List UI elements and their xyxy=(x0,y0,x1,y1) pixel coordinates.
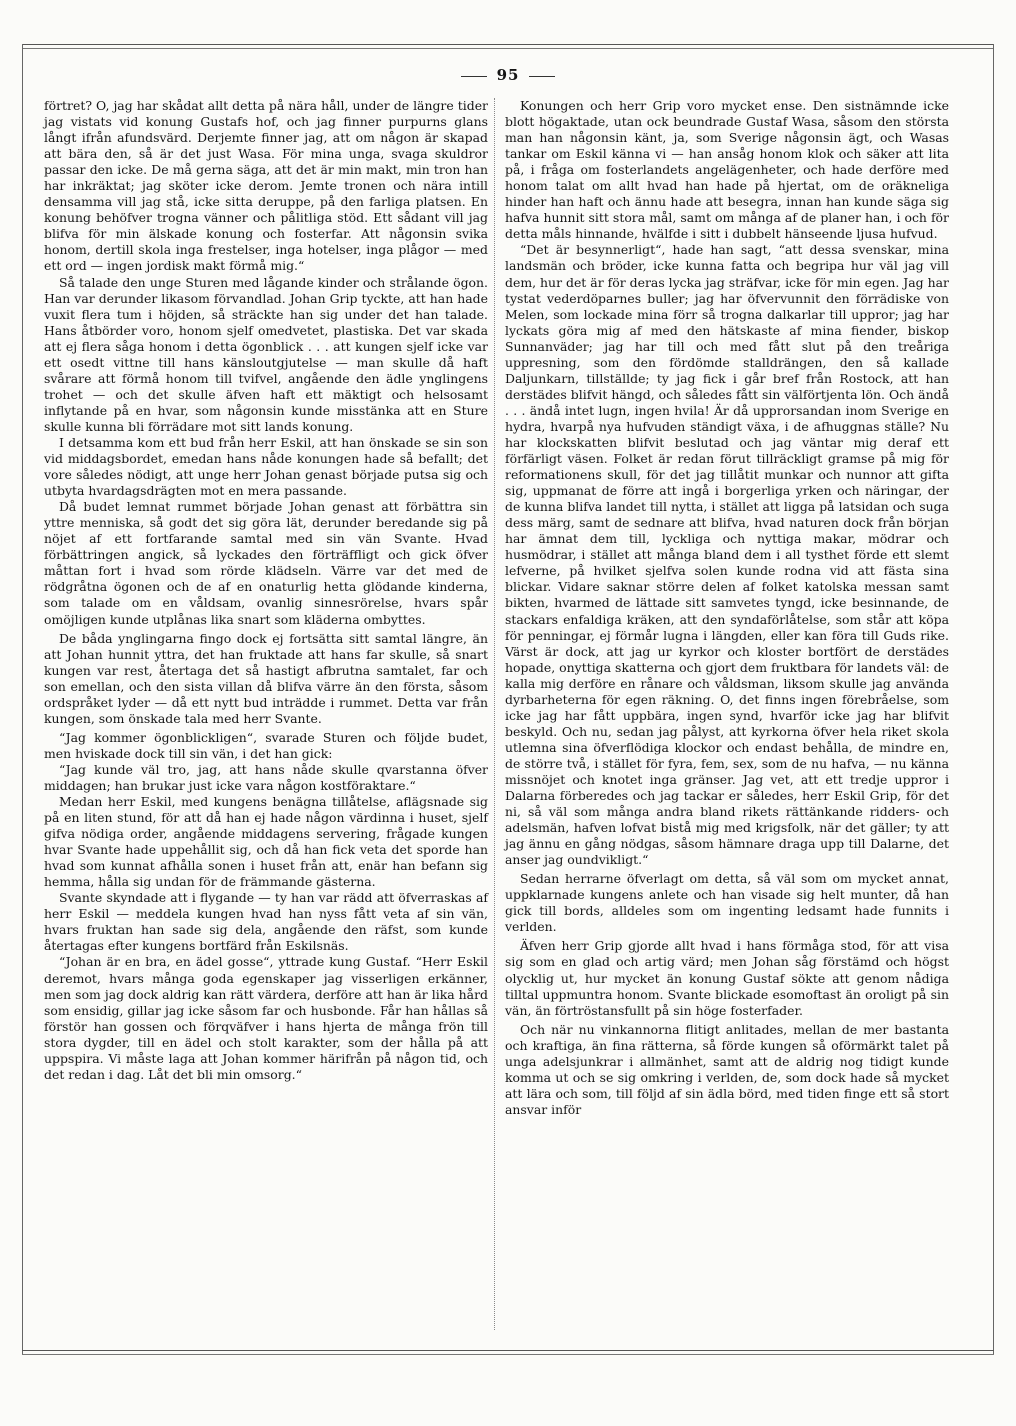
paragraph: Konungen och herr Grip voro mycket ense. Den sistnämnde icke blott högaktade, utan ock beundrade Gustaf Wasa, såsom den största man han någonsin känt, ja, som Sverige någonsin ägt, och Wasas tankar om Eskil känna vi — han ansåg honom klok och säker att lita på, i fråga om fosterlandets angelägenheter, och hade derföre med honom talat om allt hvad han hade på hjertat, om de oräkneliga hinder han haft och ännu hade att besegra, innan han kunde säga sig hafva hunnit sitt stora mål, samt om många af de planer han, i och för detta måls hinnande, hvälfde i sitt i dubbelt hänseende ljusa hufvud. xyxy=(505,98,949,242)
top-border-inner xyxy=(22,48,994,49)
paragraph: Sedan herrarne öfverlagt om detta, så väl som om mycket annat, uppklarnade kungens anlete och han visade sig helt munter, då han gick till bords, alldeles som om ingenting ledsamt hade funnits i verlden. xyxy=(505,871,949,935)
paragraph: Då budet lemnat rummet började Johan genast att förbättra sin yttre menniska, så godt det sig göra lät, derunder beredande sig på nöjet af ett fortfarande samtal med sin vän Svante. Hvad förbättringen angick, så lyckades den förträffligt och gick öfver måttan fort i hvad som rörde klädseln. Värre var det med de rödgråtna ögonen och de af en onaturlig hetta glödande kinderna, som talade om en våldsam, ovanlig sinnesrörelse, hvars spår omöjligen kunde utplånas lika snart som kläderna ombyttes. xyxy=(44,499,488,627)
paragraph: Äfven herr Grip gjorde allt hvad i hans förmåga stod, för att visa sig som en glad och artig värd; men Johan såg förstämd och högst olycklig ut, hur mycket än konung Gustaf sökte att genom nådiga tilltal uppmuntra honom. Svante blickade esomoftast än oroligt på sin vän, än förtröstansfullt på sin höge fosterfader. xyxy=(505,938,949,1018)
paragraph: “Jag kunde väl tro, jag, att hans nåde skulle qvarstanna öfver middagen; han brukar just icke vara någon kostföraktare.“ xyxy=(44,761,488,793)
paragraph: Så talade den unge Sturen med lågande kinder och strålande ögon. Han var derunder likasom förvandlad. Johan Grip tyckte, att han hade vuxit flera tum i höjden, så sträckte han sig under det han talade. Hans åtbörder voro, honom sjelf omedvetet, plastiska. Det var skada att ej flera såga honom i detta ögonblick . . . att kungen sjelf icke var ett osedt vittne till hans känsloutgjutelse — man skulle då haft svårare att förmå honom till tvifvel, angående den ädle ynglingens trohet — och det skulle äfven haft ett mäktigt och helsosamt inflytande på en hvar, som någonsin kunde misstänka att en Sture skulle kunna bli förrädare mot sitt lands konung. xyxy=(44,274,488,434)
page-number-text: 95 xyxy=(496,66,520,84)
paragraph: Svante skyndade att i flygande — ty han var rädd att öfverraskas af herr Eskil — meddela kungen hvad han nyss fått veta af sin vän, hvars fruktan han sade sig dela, angående den räfst, som kunde återtagas efter kungens bortfärd från Eskilsnäs. xyxy=(44,890,488,954)
left-border xyxy=(22,44,23,1354)
left-column xyxy=(44,98,488,1083)
paragraph: förtret? O, jag har skådat allt detta på nära håll, under de längre tider jag vistats vid konung Gustafs hof, och jag finner purpurns glans långt ifrån afundsvärd. Derjemte finner jag, att om någon är skapad att bära den, så är det just Wasa. För mina unga, svaga skuldror passar den icke. De må gerna säga, att det är min makt, min tron han har inkräktat; jag sköter icke derom. Jemte tronen och nära intill densamma vill jag stå, icke sitta deruppe, på den farliga platsen. En konung behöfver trogna vänner och pålitliga stöd. Ett sådant vill jag blifva för min älskade konung och fosterfar. Att någonsin svika honom, dertill skola inga frestelser, inga hotelser, inga plågor — med ett ord — ingen jordisk makt förmå mig.“ xyxy=(44,98,488,274)
top-border xyxy=(22,44,994,45)
page-number xyxy=(0,66,1016,84)
page-number-dash-right xyxy=(529,76,555,77)
paragraph: De båda ynglingarna fingo dock ej fortsätta sitt samtal längre, än att Johan hunnit yttra, det han fruktade att hans far skulle, så snart kungen var rest, återtaga det så hastigt afbrutna samtalet, far och son emellan, och den sista villan då blifva värre än den första, såsom ordspråket lyder — då ett nytt bud inträdde i rummet. Detta var från kungen, som önskade tala med herr Svante. xyxy=(44,630,488,726)
paragraph: Medan herr Eskil, med kungens benägna tillåtelse, aflägsnade sig på en liten stund, för att då han ej hade någon värdinna i huset, sjelf gifva nödiga order, angående middagens servering, frågade kungen hvar Svante hade uppehållit sig, och då han fick veta det sporde han hvad som kunnat afhålla sonen i huset från att, enär han befann sig hemma, hålla sig undan för de främmande gästerna. xyxy=(44,794,488,890)
paragraph: “Jag kommer ögonblickligen“, svarade Sturen och följde budet, men hviskade dock till sin vän, i det han gick: xyxy=(44,729,488,761)
paragraph: Och när nu vinkannorna flitigt anlitades, mellan de mer bastanta och kraftiga, än fina rätterna, så förde kungen så oförmärkt talet på unga adelsjunkrar i allmänhet, samt att de aldrig nog tidigt kunde komma ut och se sig omkring i verlden, de, som dock hade så mycket att lära och som, till följd af sin ädla börd, med tiden finge ett så stort ansvar inför xyxy=(505,1021,949,1117)
column-divider xyxy=(494,98,495,1330)
right-column xyxy=(505,98,949,1118)
paragraph: “Det är besynnerligt“, hade han sagt, “att dessa svenskar, mina landsmän och bröder, icke kunna fatta och begripa hur väl jag vill dem, hur det är för deras lycka jag sträfvar, icke för min egen. Jag har tystat vederdöparnes buller; jag har öfvervunnit den förrädiske von Melen, som lockade mina förr så trogna dalkarlar till uppror; jag har lyckats göra mig af med den hätskaste af mina fiender, biskop Sunnanväder; jag har till och med fått slut på den treåriga uppresning, som den fördömde stalldrängen, den så kallade Daljunkarn, tillställde; ty jag fick i går bref från Rostock, att han derstädes blifvit hängd, och således fått sin välförtjenta lön. Och ändå . . . ändå intet lugn, ingen hvila! Är då upprorsandan inom Sverige en hydra, hvarpå nya hufvuden ständigt växa, i de afhuggnas ställe? Nu har klockskatten blifvit beslutad och jag väntar mig deraf ett förfärligt väsen. Folket är redan förut tillräckligt gramse på mig för reformationens skull, för det jag tillåtit munkar och nunnor att gifta sig, uppmanat de förre att ingå i borgerliga yrken och näringar, der de kunna blifva landet till nytta, i stället att ligga på latsidan och suga dess märg, samt de sednare att blifva, hvad naturen dock från början har ämnat dem till, lyckliga och nyttiga makar, mödrar och husmödrar, i stället att många bland dem i all tysthet förde ett slemt lefverne, på hvilket sjelfva solen kunde rodna vid att fästa sina blickar. Vidare saknar större delen af folket katolska messan samt bikten, hvarmed de lättade sitt samvetes tyngd, icke besinnande, de stackars enfaldiga kräken, att den syndaförlåtelse, som står att köpa för penningar, ej förmår lugna i längden, eller kan föra till Guds rike. Värst är dock, att jag ur kyrkor och kloster bortfört de derstädes hopade, onyttiga skatterna och gjort dem fruktbara för landets väl: de kalla mig derföre en rånare och våldsman, liksom skulle jag använda dyrbarheterna för egen räkning. O, det finns ingen förebråelse, som icke jag har fått uppbära, ingen synd, hvarför icke jag har blifvit beskyld. Och nu, sedan jag pålyst, att kyrkorna öfver hela riket skola utlemna sina öfverflödiga klockor och endast behålla, de mindre en, de större två, i stället för fyra, fem, sex, som de nu hafva, — nu känna missnöjet och knotet inga gränser. Jag vet, att ett tredje uppror i Dalarna förberedes och jag tackar er således, herr Eskil Grip, för det ni, så väl som många andra bland rikets rättänkande ridders- och adelsmän, hafven lofvat bistå mig med krigsfolk, när det gäller; ty att jag ännu en gång nödgas, såsom hämnare draga upp till Dalarne, det anser jag oundvikligt.“ xyxy=(505,242,949,868)
right-border xyxy=(993,44,994,1354)
paragraph: I detsamma kom ett bud från herr Eskil, att han önskade se sin son vid middagsbordet, emedan hans nåde konungen hade så befallt; det vore således nödigt, att unge herr Johan genast började putsa sig och utbyta hvardagsdrägten mot en mera passande. xyxy=(44,434,488,499)
paragraph: “Johan är en bra, en ädel gosse“, yttrade kung Gustaf. “Herr Eskil deremot, hvars många goda egenskaper jag visserligen erkänner, men som jag dock aldrig kan rätt värdera, derföre att han är lika hård som ensidig, gillar jag icke såsom far och husbonde. Får han hållas så förstör han gossen och förqväfver i hans hjerta de många frön till stora dygder, till en ädel och stolt karakter, som der hålla på att uppspira. Vi måste laga att Johan kommer härifrån på någon tid, och det redan i dag. Låt det bli min omsorg.“ xyxy=(44,954,488,1082)
page-number-dash-left xyxy=(461,76,487,77)
bottom-border xyxy=(22,1350,994,1351)
bottom-border-inner xyxy=(22,1354,994,1355)
